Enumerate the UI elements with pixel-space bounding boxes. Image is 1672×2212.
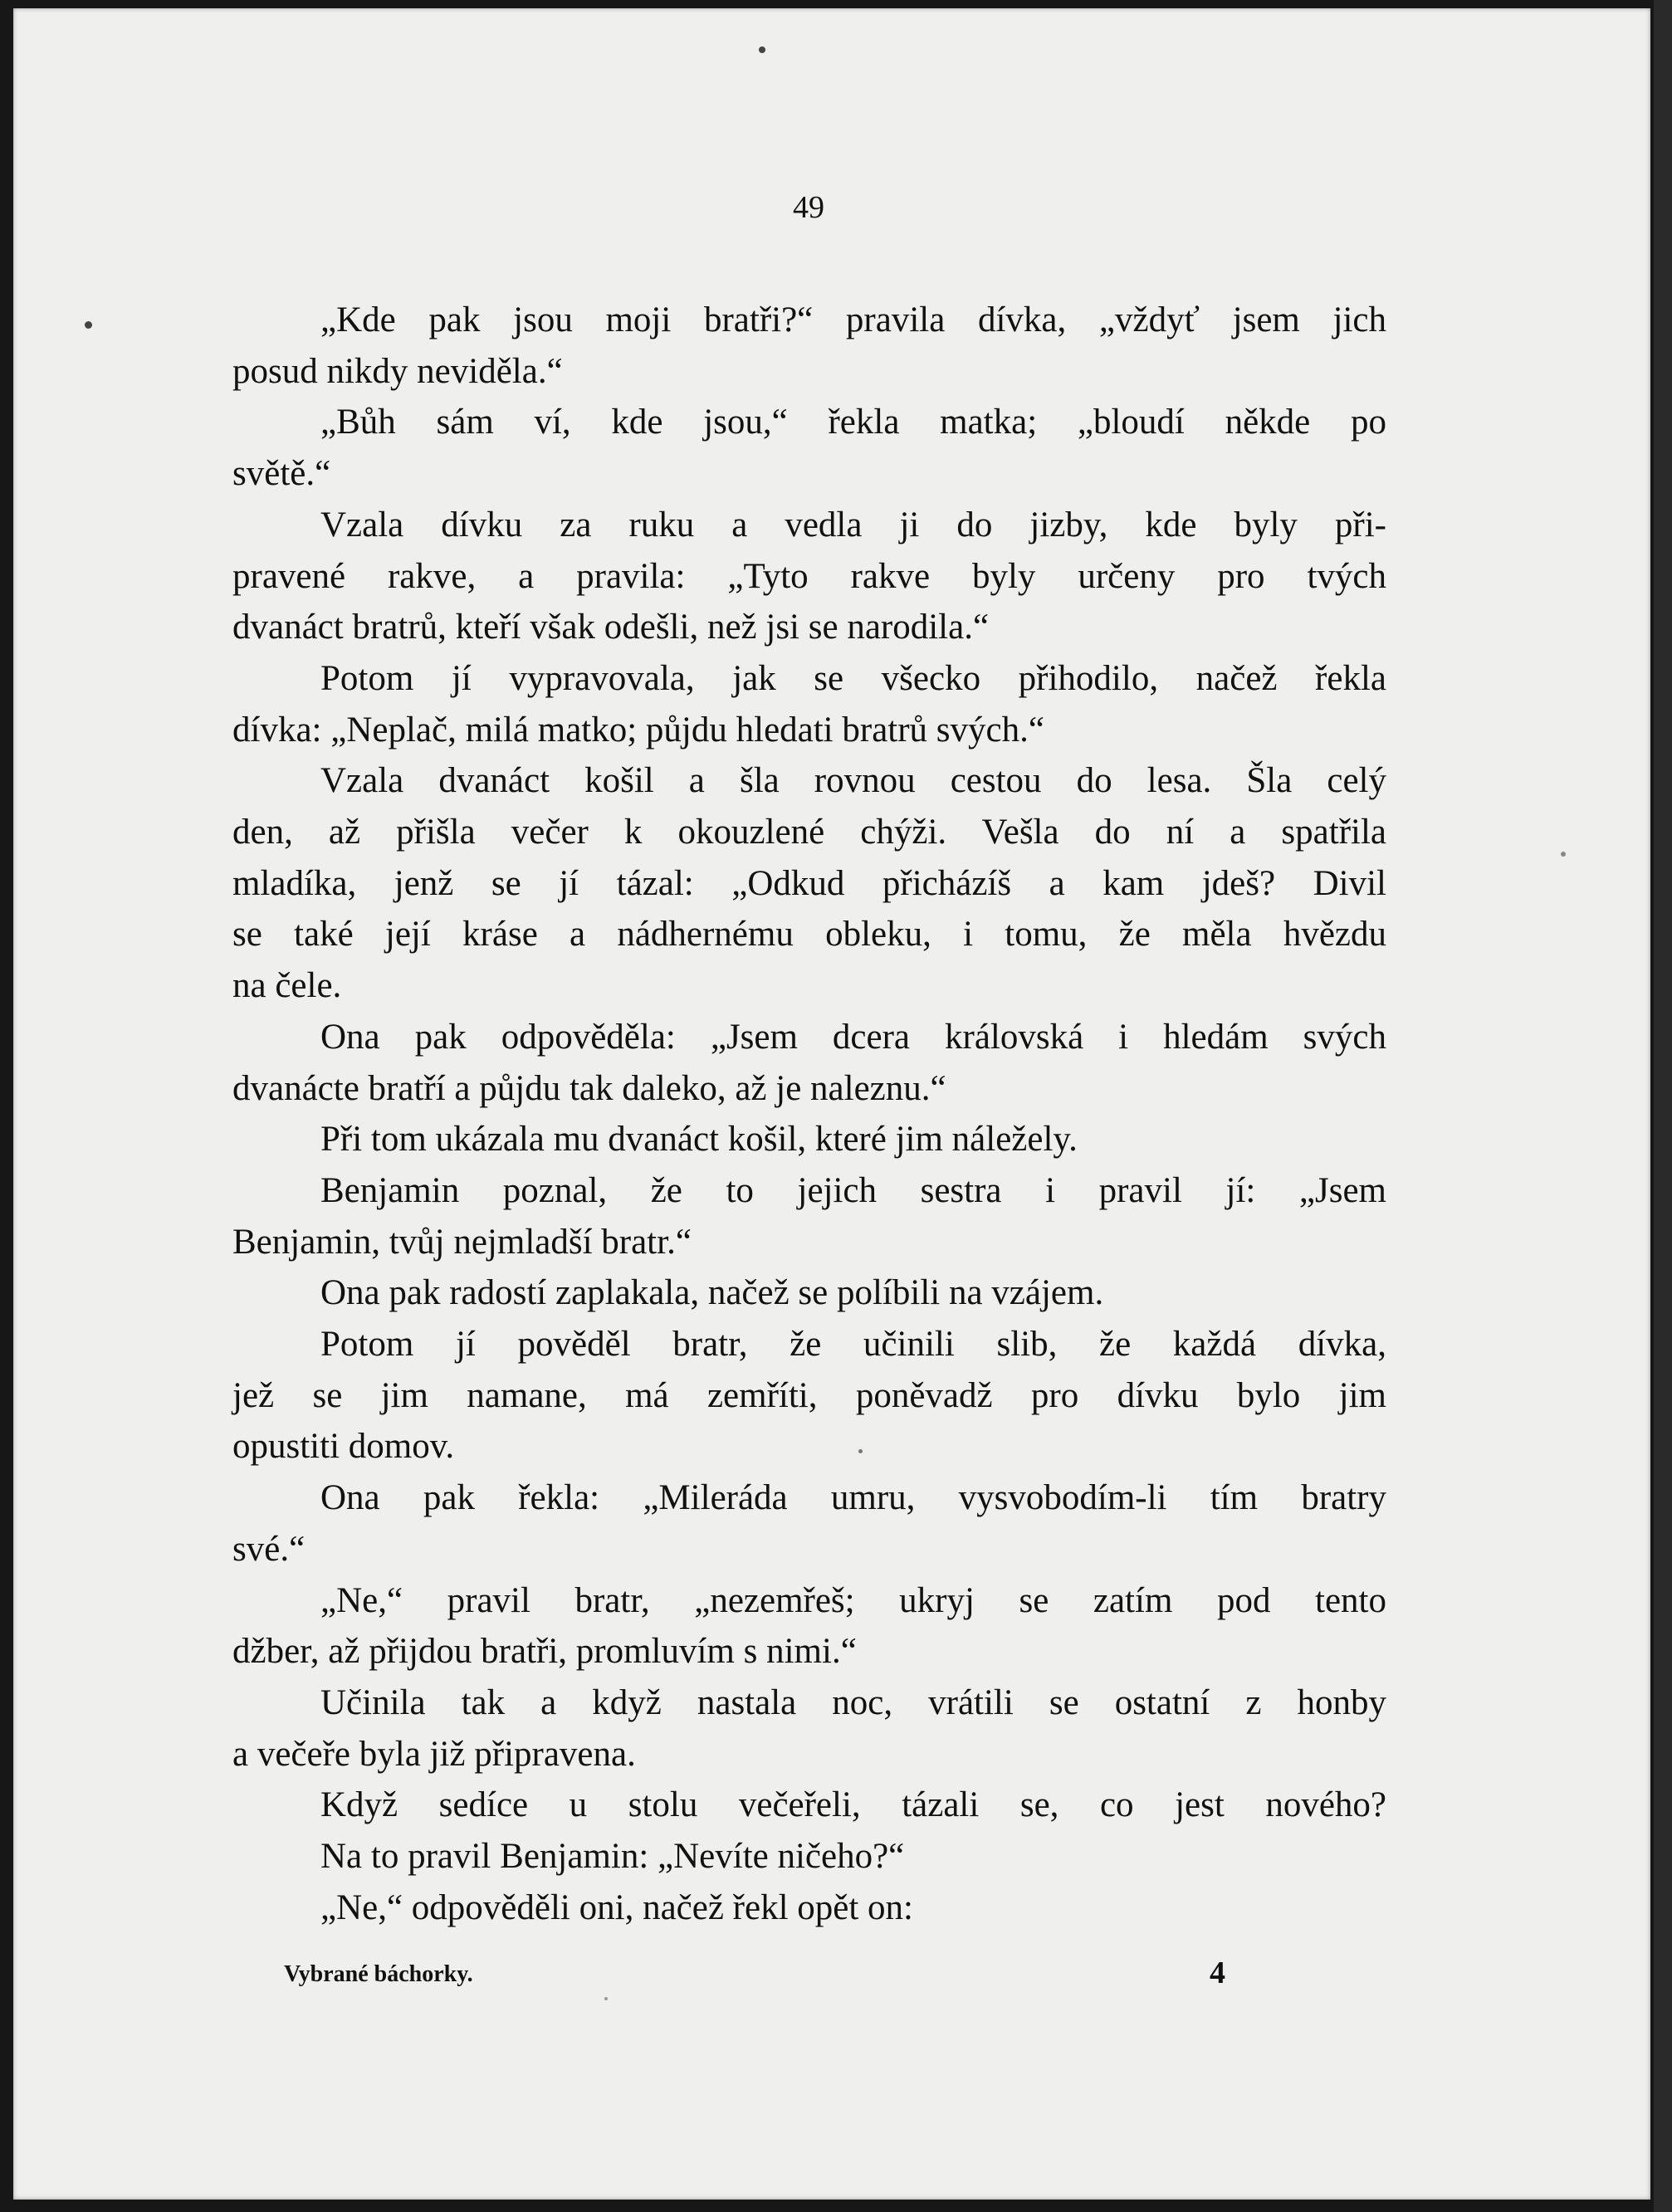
text-line: Na to pravil Benjamin: „Nevíte ničeho?“ [320, 1837, 905, 1877]
scan-speck [604, 1997, 608, 2000]
text-line: své.“ [232, 1529, 306, 1569]
footer-book-title: Vybrané báchorky. [284, 1961, 473, 1987]
text-line: Vzala dvanáct košil a šla rovnou cestou do lesa. Šla celý [320, 761, 1386, 801]
book-page [13, 8, 1650, 2200]
scan-speck [1561, 852, 1566, 857]
text-line: se také její kráse a nádhernému obleku, i tomu, že měla hvězdu [232, 915, 1386, 955]
text-line: Benjamin poznal, že to jejich sestra i pravil jí: „Jsem [320, 1170, 1386, 1210]
text-line: dívka: „Neplač, milá matko; půjdu hledati bratrů svých.“ [232, 710, 1044, 750]
scan-edge [1654, 0, 1672, 2212]
text-line: Při tom ukázala mu dvanáct košil, které jim náležely. [320, 1120, 1078, 1160]
text-line: „Ne,“ odpověděli oni, načež řekl opět on: [320, 1887, 913, 1927]
text-line: a večeře byla již připravena. [232, 1734, 636, 1774]
text-line: Vzala dívku za ruku a vedla ji do jizby, kde byly při- [320, 505, 1386, 544]
text-line: Potom jí vypravovala, jak se všecko přihodilo, načež řekla [320, 658, 1386, 698]
page-number: 49 [793, 190, 824, 225]
scan-speck [85, 321, 92, 329]
text-line: džber, až přijdou bratři, promluvím s nimi.“ [232, 1632, 857, 1672]
footer-sheet-number: 4 [1210, 1956, 1225, 1990]
text-line: „Ne,“ pravil bratr, „nezemřeš; ukryj se zatím pod tento [320, 1580, 1386, 1620]
scan-speck [759, 46, 765, 53]
text-line: světě.“ [232, 454, 331, 494]
page-text [232, 295, 1386, 1934]
text-line: mladíka, jenž se jí tázal: „Odkud přicházíš a kam jdeš? Divil [232, 863, 1386, 903]
text-line: dvanáct bratrů, kteří však odešli, než jsi se narodila.“ [232, 608, 990, 647]
text-line: den, až přišla večer k okouzlené chýži. Vešla do ní a spatřila [232, 813, 1386, 852]
text-line: na čele. [232, 966, 342, 1006]
text-line: „Kde pak jsou moji bratři?“ pravila dívka, „vždyť jsem jich [320, 300, 1386, 339]
text-line: Ona pak radostí zaplakala, načež se políbili na vzájem. [320, 1273, 1104, 1313]
text-line: Když sedíce u stolu večeřeli, tázali se, co jest nového? [320, 1785, 1386, 1825]
text-line: pravené rakve, a pravila: „Tyto rakve byly určeny pro tvých [232, 556, 1386, 596]
text-line: jež se jim namane, má zemříti, poněvadž pro dívku bylo jim [232, 1375, 1386, 1415]
text-line: „Bůh sám ví, kde jsou,“ řekla matka; „bloudí někde po [320, 403, 1386, 442]
text-line: Benjamin, tvůj nejmladší bratr.“ [232, 1222, 692, 1262]
text-line: Ona pak odpověděla: „Jsem dcera královská i hledám svých [320, 1017, 1386, 1057]
text-line: posud nikdy neviděla.“ [232, 351, 563, 391]
text-line: dvanácte bratří a půjdu tak daleko, až je naleznu.“ [232, 1068, 946, 1108]
text-line: Učinila tak a když nastala noc, vrátili se ostatní z honby [320, 1682, 1386, 1722]
text-line: Ona pak řekla: „Mileráda umru, vysvobodím-li tím bratry [320, 1478, 1386, 1518]
text-line: Potom jí pověděl bratr, že učinili slib, že každá dívka, [320, 1325, 1386, 1365]
text-line: opustiti domov. [232, 1427, 455, 1467]
